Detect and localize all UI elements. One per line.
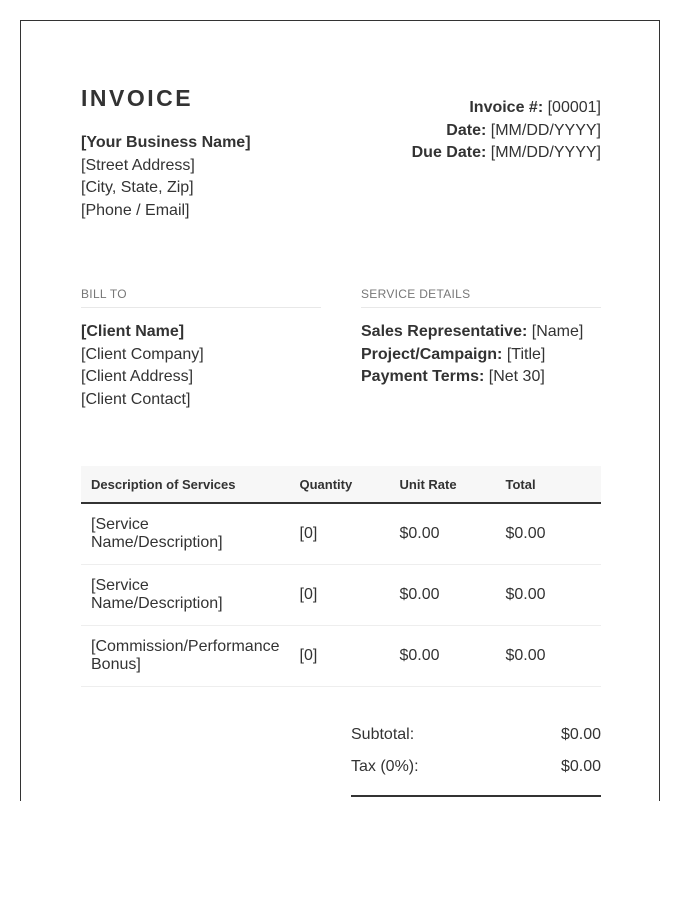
cell-total: $0.00 <box>496 503 602 565</box>
cell-description: [Commission/Performance Bonus] <box>81 626 290 687</box>
table-row <box>81 626 601 687</box>
cell-unit-rate: $0.00 <box>390 565 496 626</box>
tax-label: Tax (0%): <box>351 758 419 775</box>
client-address: [Client Address] <box>81 368 194 385</box>
client-company: [Client Company] <box>81 345 204 363</box>
business-city: [City, State, Zip] <box>81 179 194 196</box>
col-header-total: Total <box>496 466 602 503</box>
project-label: Project/Campaign: <box>361 345 503 363</box>
col-header-unit-rate: Unit Rate <box>390 466 496 503</box>
table-row <box>81 565 601 626</box>
col-header-description: Description of Services <box>81 466 290 503</box>
service-details-block <box>361 321 583 389</box>
business-info <box>81 132 251 222</box>
cell-unit-rate: $0.00 <box>390 626 496 687</box>
payment-terms-label: Payment Terms: <box>361 368 485 385</box>
tax-row <box>351 751 601 783</box>
line-items-table <box>81 466 601 687</box>
invoice-date-label: Date: <box>446 121 487 139</box>
col-header-quantity: Quantity <box>290 466 390 503</box>
sales-rep-value: [Name] <box>531 323 584 340</box>
invoice-title: INVOICE <box>81 85 194 111</box>
cell-quantity: [0] <box>290 626 390 687</box>
totals-divider <box>351 795 601 797</box>
bill-to-heading: BILL TO <box>81 287 321 308</box>
cell-total: $0.00 <box>496 565 602 626</box>
invoice-date-line <box>412 120 601 143</box>
invoice-number-line <box>412 97 601 120</box>
sales-rep-line <box>361 321 583 344</box>
line-items-header <box>81 466 601 503</box>
due-date-label: Due Date: <box>411 144 487 161</box>
business-street: [Street Address] <box>81 156 195 174</box>
service-details-heading: SERVICE DETAILS <box>361 287 601 308</box>
invoice-number-value: [00001] <box>547 99 601 116</box>
cell-description: [Service Name/Description] <box>81 503 290 565</box>
cell-total: $0.00 <box>496 626 602 687</box>
totals-block <box>351 719 601 797</box>
sales-rep-label: Sales Representative: <box>361 323 528 340</box>
business-contact: [Phone / Email] <box>81 201 190 219</box>
bill-to-block <box>81 321 204 411</box>
due-date-line <box>412 142 601 165</box>
invoice-date-value: [MM/DD/YYYY] <box>490 121 601 139</box>
payment-terms-line <box>361 366 583 389</box>
tax-value: $0.00 <box>560 758 601 775</box>
cell-quantity: [0] <box>290 503 390 565</box>
client-name: [Client Name] <box>81 323 185 340</box>
subtotal-row <box>351 719 601 751</box>
due-date-value: [MM/DD/YYYY] <box>490 144 601 161</box>
project-value: [Title] <box>506 345 546 363</box>
invoice-page <box>20 20 660 801</box>
subtotal-label: Subtotal: <box>351 726 415 743</box>
project-line <box>361 344 583 367</box>
cell-description: [Service Name/Description] <box>81 565 290 626</box>
cell-unit-rate: $0.00 <box>390 503 496 565</box>
table-row <box>81 503 601 565</box>
payment-terms-value: [Net 30] <box>488 368 545 385</box>
cell-quantity: [0] <box>290 565 390 626</box>
line-items-body <box>81 503 601 687</box>
subtotal-value: $0.00 <box>560 726 601 743</box>
business-name: [Your Business Name] <box>81 134 251 151</box>
invoice-number-label: Invoice #: <box>469 99 544 116</box>
header-row <box>81 466 601 503</box>
client-contact: [Client Contact] <box>81 390 191 408</box>
invoice-meta <box>412 97 601 165</box>
